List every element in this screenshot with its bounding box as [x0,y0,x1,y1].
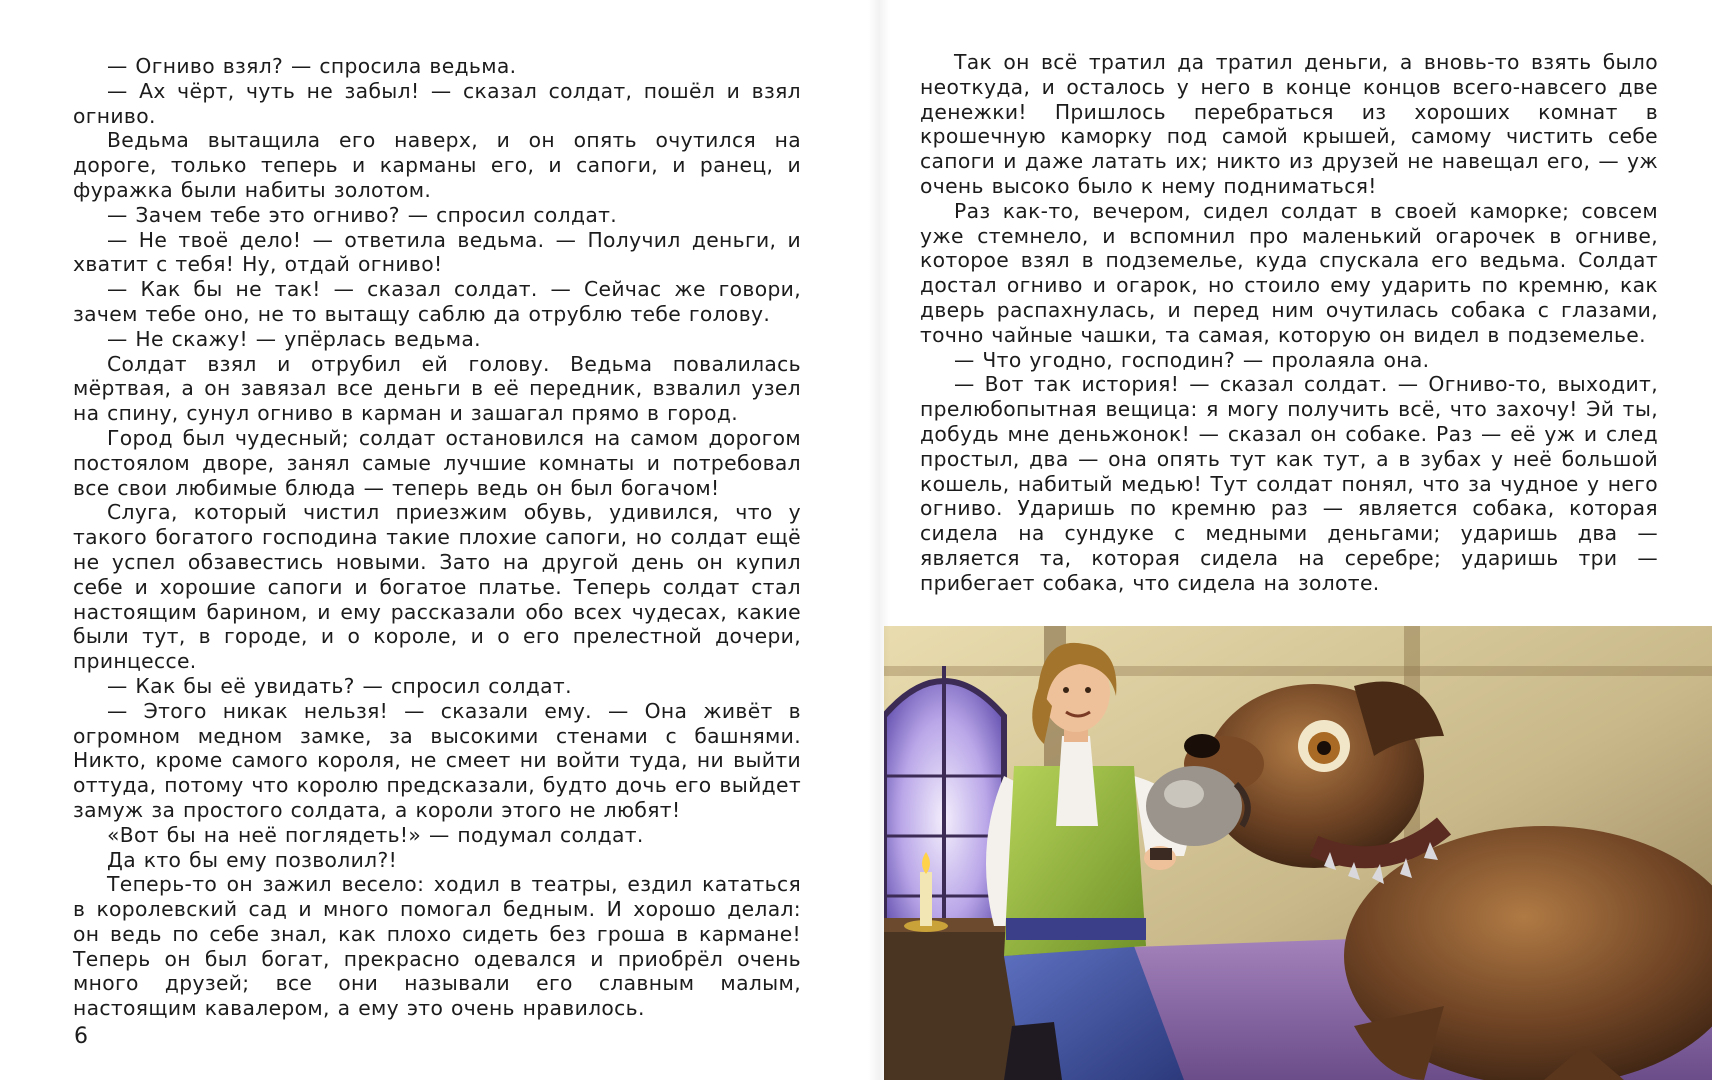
left-page-text [73,54,801,1021]
paragraph: — Как бы её увидать? — спросил солдат. [107,673,572,698]
paragraph: — Ах чёрт, чуть не забыл! — сказал солдат, пошёл и взял огниво. [73,78,801,128]
paragraph: — Этого никак нельзя! — сказали ему. — Она живёт в огромном медном замке, за высокими стенами с башнями. Никто, кроме самого короля, не смеет ни войти туда, ни выйти оттуда, потому что королю предсказали, будто дочь его выйдет замуж за простого солдата, а короли этого не любят! [73,698,801,822]
paragraph: — Не скажу! — упёрлась ведьма. [107,326,481,351]
paragraph: Теперь-то он зажил весело: ходил в театры, ездил кататься в королевский сад и много помогал бедным. И хорошо делал: он ведь по себе знал, как плохо сидеть без гроша в кармане! Теперь он был богат, прекрасно одевался и приобрёл очень много друзей; все они называли его славным малым, настоящим кавалером, а ему это очень нравилось. [73,872,801,1021]
window-graphic [884,666,1004,956]
paragraph: — Зачем тебе это огниво? — спросил солдат. [107,202,618,227]
paragraph: Слуга, который чистил приезжим обувь, удивился, что у такого богатого господина такие плохие сапоги, но солдат ещё не успел обзавестись новыми. Зато на другой день он купил себе и хорошие сапоги и богатое платье. Теперь солдат стал настоящим барином, и ему рассказали обо всех чудесах, какие были тут, в городе, и о короле, и о его прелестной дочери, принцессе. [73,500,801,674]
paragraph: — Вот так история! — сказал солдат. — Огниво-то, выходит, прелюбопытная вещица: я могу получить всё, что захочу! Эй ты, добудь мне деньжонок! — сказал он собаке. Раз — её уж и след простыл, два — она опять тут как тут, а в зубах у неё большой кошель, набитый медью! Тут солдат понял, что за чудное у него огниво. Ударишь по кремню раз — является собака, которая сидела на сундуке с медными деньгами; ударишь два — является та, которая сидела на серебре; ударишь три — прибегает собака, что сидела на золоте. [920,372,1658,595]
paragraph: — Как бы не так! — сказал солдат. — Сейчас же говори, зачем тебе оно, не то вытащу саблю да отрублю тебе голову. [73,277,801,326]
illustration-image [884,626,1712,1080]
paragraph: Ведьма вытащила его наверх, и он опять очутился на дороге, только теперь и карманы его, и сапоги, и ранец, и фуражка были набиты золотом. [73,128,801,202]
paragraph: — Огниво взял? — спросила ведьма. [107,54,517,78]
page-number: 6 [74,1024,88,1049]
illustration-soldier-and-dog [884,626,1712,1080]
paragraph: Город был чудесный; солдат остановился на самом дорогом постоялом дворе, занял самые лучшие комнаты и потребовал все свои любимые блюда — теперь ведь он был богачом! [73,425,801,500]
right-page [878,0,1712,1080]
right-page-text [920,50,1658,596]
paragraph: — Что угодно, господин? — пролаяла она. [954,347,1430,372]
book-gutter [868,0,890,1080]
paragraph: Да кто бы ему позволил?! [107,847,398,872]
paragraph: Раз как-то, вечером, сидел солдат в своей каморке; совсем уже стемнело, и вспомнил про маленький огарочек в огниве, которое взял в подземелье, куда спускала его ведьма. Солдат достал огниво и огарок, но стоило ему ударить по кремню, как дверь распахнулась, и перед ним очутилась собака с глазами, точно чайные чашки, та самая, которую он видел в подземелье. [920,198,1658,347]
paragraph: Так он всё тратил да тратил деньги, а вновь-то взять было неоткуда, и осталось у него в конце концов всего-навсего две денежки! Пришлось перебраться из хороших комнат в крошечную каморку под самой крышей, самому чистить себе сапоги и даже латать их; никто из друзей не навещал его, — уж очень высоко было к нему подниматься! [920,50,1658,198]
paragraph: «Вот бы на неё поглядеть!» — подумал солдат. [107,822,644,847]
paragraph: Солдат взял и отрубил ей голову. Ведьма повалилась мёртвая, а он завязал все деньги в её передник, взвалил узел на спину, сунул огниво в карман и зашагал прямо в город. [73,351,801,426]
paragraph: — Не твоё дело! — ответила ведьма. — Получил деньги, и хватит с тебя! Ну, отдай огниво! [73,227,801,277]
